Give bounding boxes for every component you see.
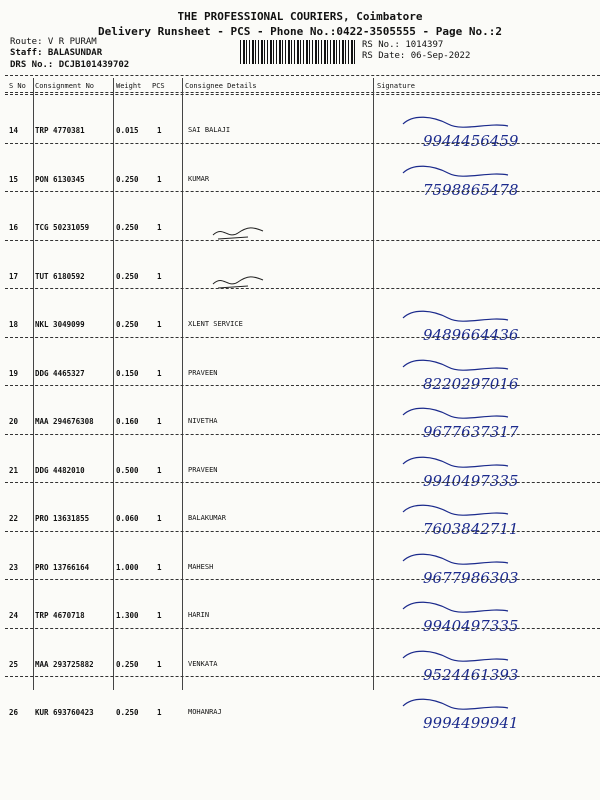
- row-sno: 25: [9, 659, 19, 669]
- row-consignment-no: PRO 13766164: [35, 562, 90, 572]
- signature-number: 7598865478: [423, 180, 519, 199]
- row-separator: [5, 482, 600, 483]
- row-weight: 0.160: [116, 417, 139, 426]
- signature-number: 9940497335: [423, 471, 519, 490]
- row-sno: 15: [9, 174, 19, 184]
- col-consignment: Consignment No: [35, 82, 95, 90]
- pen-scribble-mark: [208, 215, 268, 249]
- row-consignment-no: KUR 693760423: [35, 708, 94, 717]
- row-consignee: MAHESH: [188, 562, 214, 571]
- row-weight: 0.250: [116, 708, 139, 717]
- table-row: [0, 258, 600, 306]
- route-label: Route: V R PURAM: [10, 37, 97, 47]
- row-separator: [5, 579, 600, 580]
- row-consignment-no: TCG 50231059: [35, 223, 90, 232]
- pen-scribble-mark: [208, 264, 268, 298]
- row-weight: 0.060: [116, 514, 139, 523]
- row-consignee: HARIN: [188, 611, 210, 619]
- signature-number: 7603842711: [423, 520, 519, 538]
- signature-handwritten: [378, 549, 598, 597]
- row-sno: 19: [9, 368, 19, 378]
- row-pcs: 1: [157, 271, 162, 281]
- col-consignee: Consignee Details: [185, 82, 257, 90]
- rs-number: RS No.: 1014397: [362, 40, 444, 50]
- row-separator: [5, 143, 600, 144]
- header-rule-bottom: [5, 92, 600, 93]
- row-weight: 0.015: [116, 126, 139, 135]
- row-sno: 14: [9, 126, 19, 135]
- row-separator: [5, 94, 600, 95]
- row-sno: 18: [9, 320, 19, 329]
- row-pcs: 1: [157, 465, 162, 475]
- table-row: [0, 549, 600, 597]
- signature-number: 9677637317: [423, 423, 519, 441]
- drs-number: DRS No.: DCJB101439702: [10, 60, 130, 70]
- table-row: [0, 355, 600, 403]
- row-sno: 17: [9, 271, 19, 281]
- col-signature: Signature: [377, 82, 415, 90]
- header-rule-top: [5, 75, 600, 76]
- signature-number: 9944456459: [423, 132, 519, 150]
- row-sno: 22: [9, 514, 19, 523]
- col-weight: Weight: [116, 82, 142, 90]
- row-separator: [5, 531, 600, 532]
- row-sno: 26: [9, 708, 19, 717]
- col-pcs: PCS: [152, 82, 165, 90]
- signature-number: 9940497335: [423, 617, 519, 635]
- table-row: [0, 452, 600, 500]
- row-pcs: 1: [157, 708, 162, 717]
- row-separator: [5, 434, 600, 435]
- row-separator: [5, 385, 600, 386]
- row-separator: [5, 628, 600, 629]
- row-consignment-no: PRO 13631855: [35, 514, 90, 523]
- row-consignment-no: DDG 4482010: [35, 465, 85, 475]
- row-weight: 1.300: [116, 611, 139, 620]
- row-weight: 0.250: [116, 659, 139, 669]
- runsheet-subtitle: Delivery Runsheet - PCS - Phone No.:0422-3505555 - Page No.:2: [98, 25, 502, 38]
- row-pcs: 1: [157, 659, 162, 669]
- signature-handwritten: [378, 306, 598, 354]
- row-sno: 16: [9, 223, 19, 232]
- table-row: [0, 306, 600, 354]
- signature-handwritten: [378, 161, 598, 209]
- row-separator: [5, 337, 600, 338]
- table-row: [0, 694, 600, 742]
- signature-handwritten: [378, 646, 598, 694]
- signature-number: 9489664436: [423, 326, 519, 344]
- row-pcs: 1: [157, 611, 162, 620]
- row-pcs: 1: [157, 174, 162, 184]
- table-row: [0, 209, 600, 257]
- row-weight: 0.500: [116, 465, 139, 475]
- row-consignment-no: TUT 6180592: [35, 271, 85, 281]
- row-weight: 0.150: [116, 368, 139, 378]
- signature-handwritten: [378, 500, 598, 548]
- row-consignee: VENKATA: [188, 659, 218, 668]
- row-consignee: XLENT SERVICE: [188, 320, 243, 328]
- table-row: [0, 646, 600, 694]
- row-weight: 1.000: [116, 562, 139, 572]
- row-sno: 21: [9, 465, 19, 475]
- row-sno: 23: [9, 562, 19, 572]
- row-weight: 0.250: [116, 271, 139, 281]
- row-consignment-no: MAA 294676308: [35, 417, 94, 426]
- signature-number: 9994499941: [423, 714, 519, 732]
- row-sno: 20: [9, 417, 19, 426]
- table-row: [0, 403, 600, 451]
- row-consignee: SAI BALAJI: [188, 126, 231, 134]
- row-consignment-no: NKL 3049099: [35, 320, 85, 329]
- row-consignment-no: TRP 4670718: [35, 611, 85, 620]
- row-separator: [5, 676, 600, 677]
- signature-handwritten: [378, 403, 598, 451]
- row-consignee: PRAVEEN: [188, 368, 218, 377]
- table-row: [0, 112, 600, 160]
- row-separator: [5, 240, 600, 241]
- row-consignee: BALAKUMAR: [188, 514, 226, 522]
- table-row: [0, 597, 600, 645]
- signature-number: 9524461393: [423, 665, 519, 684]
- company-title: THE PROFESSIONAL COURIERS, Coimbatore: [177, 10, 423, 23]
- row-pcs: 1: [157, 368, 162, 378]
- row-pcs: 1: [157, 223, 162, 232]
- row-separator: [5, 288, 600, 289]
- rs-date: RS Date: 06-Sep-2022: [362, 51, 471, 61]
- signature-handwritten: [378, 112, 598, 160]
- barcode: [240, 40, 355, 64]
- staff-label: Staff: BALASUNDAR: [10, 48, 103, 58]
- signature-handwritten: [378, 209, 598, 257]
- table-row: [0, 500, 600, 548]
- signature-handwritten: [378, 355, 598, 403]
- row-consignee: NIVETHA: [188, 417, 218, 425]
- row-separator: [5, 191, 600, 192]
- signature-number: 8220297016: [423, 374, 519, 393]
- row-weight: 0.250: [116, 174, 139, 184]
- table-row: [0, 161, 600, 209]
- row-consignment-no: TRP 4770381: [35, 126, 85, 135]
- col-sno: S No: [9, 82, 26, 90]
- row-pcs: 1: [157, 126, 162, 135]
- row-weight: 0.250: [116, 223, 139, 232]
- signature-number: 9677986303: [423, 568, 519, 587]
- row-pcs: 1: [157, 514, 162, 523]
- row-weight: 0.250: [116, 320, 139, 329]
- row-pcs: 1: [157, 320, 162, 329]
- row-consignment-no: PON 6130345: [35, 174, 85, 184]
- row-pcs: 1: [157, 417, 162, 426]
- row-pcs: 1: [157, 562, 162, 572]
- row-consignment-no: DDG 4465327: [35, 368, 85, 378]
- row-sno: 24: [9, 611, 19, 620]
- signature-handwritten: [378, 452, 598, 500]
- signature-handwritten: [378, 694, 598, 742]
- row-consignee: PRAVEEN: [188, 465, 218, 474]
- row-consignee: KUMAR: [188, 174, 210, 183]
- signature-handwritten: [378, 597, 598, 645]
- row-consignee: MOHANRAJ: [188, 708, 222, 716]
- signature-handwritten: [378, 258, 598, 306]
- row-consignment-no: MAA 293725882: [35, 659, 94, 669]
